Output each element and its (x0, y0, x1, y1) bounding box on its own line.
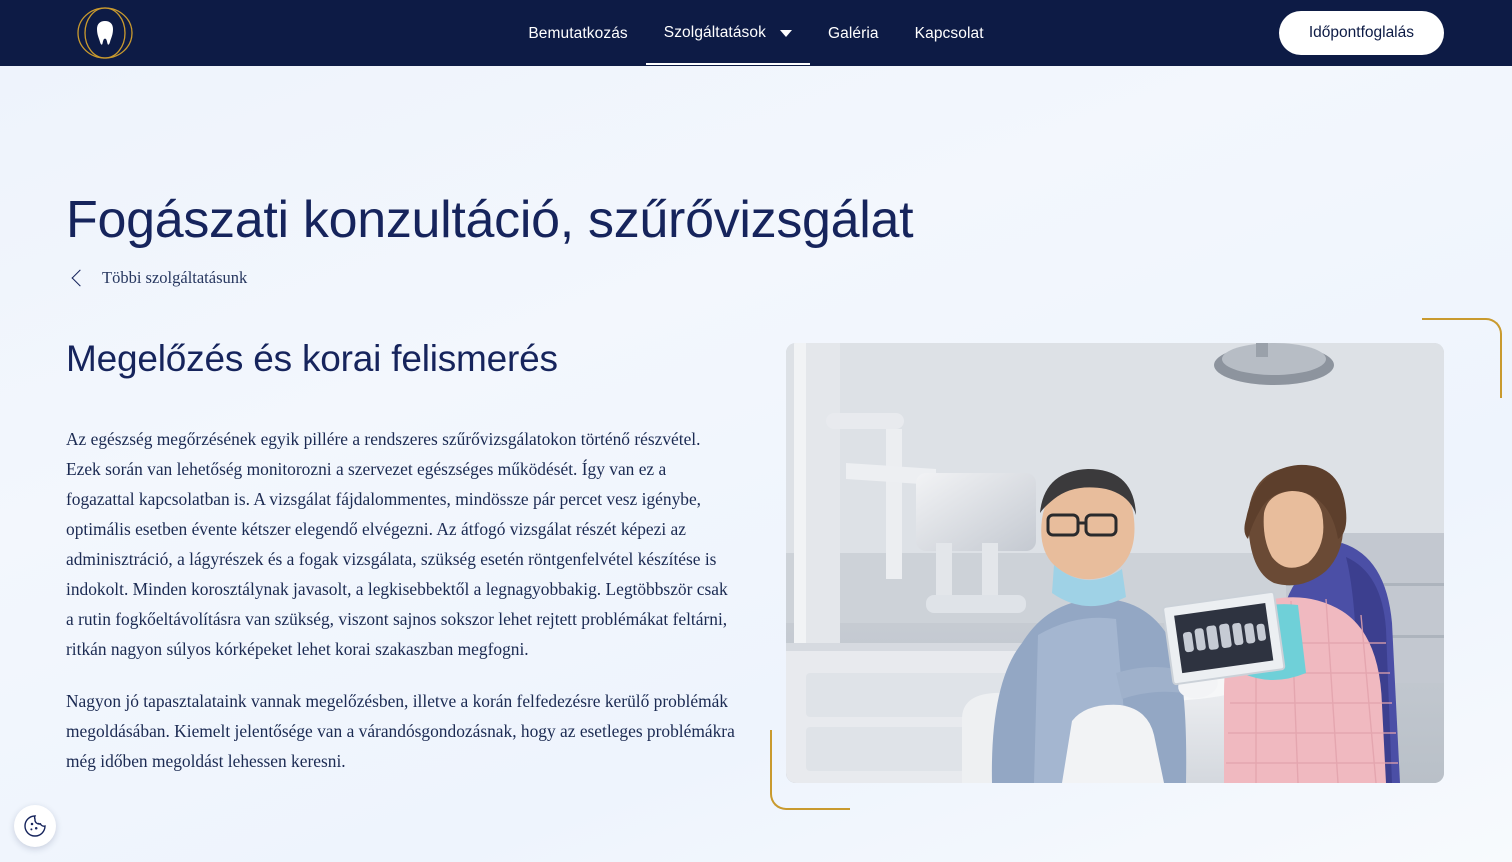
chevron-down-icon (780, 30, 792, 37)
cookie-settings-button[interactable] (14, 805, 56, 847)
nav-item-galeria[interactable] (810, 3, 897, 64)
page-content (0, 66, 1512, 862)
nav-item-label: Bemutatkozás (528, 24, 628, 42)
article-photo (786, 343, 1444, 783)
nav-item-kapcsolat[interactable] (897, 3, 1002, 64)
nav-item-szolgaltatasok[interactable] (646, 2, 810, 65)
nav-item-label: Szolgáltatások (663, 23, 766, 41)
page-title: Fogászati konzultáció, szűrővizsgálat (66, 191, 914, 249)
section-title: Megelőzés és korai felismerés (66, 338, 558, 379)
nav-item-label: Galéria (827, 24, 879, 42)
site-header (0, 0, 1512, 66)
appointment-booking-button[interactable]: Időpontfoglalás (1279, 11, 1444, 55)
nav-item-label: Kapcsolat (914, 24, 984, 42)
back-to-services-link[interactable] (68, 268, 247, 288)
paragraph-2: Nagyon jó tapasztalataink vannak megelőzésben, illetve a korán felfedezésre kerülő problémák megoldásában. Kiemelt jelentősége van a várandósgondozásnak, hogy az esetleges problémákra még időben megoldást lehessen keresni. (66, 691, 735, 771)
article-body (66, 424, 736, 776)
nav-item-bemutatkozas[interactable] (510, 3, 645, 64)
cookie-icon (23, 814, 47, 838)
back-link-label: Többi szolgáltatásunk (102, 268, 248, 287)
article-media (786, 343, 1444, 783)
dentist-and-patient-photo-illustration (786, 343, 1444, 783)
paragraph-1: Az egészség megőrzésének egyik pillére a rendszeres szűrővizsgálatokon történő részvétel. Ezek során van lehetőség monitorozni a szervezet egészséges működését. Így van ez a fogazattal kapcsolatban is. A vizsgálat fájdalommentes, mindössze pár percet vesz igénybe, optimális esetben évente kétszer elegendő elvégezni. Az átfogó vizsgálat részét képezi az adminisztráció, a lágyrészek és a fogak vizsgálata, szükség esetén röntgenfelvétel készítése is indokolt. Minden korosztálynak javasolt, a legkisebbektől a legnagyobbakig. Legtöbbször csak a rutin fogkőeltávolításra van szükség, viszont sajnos sokszor lehet rejtett problémákat feltárni, ritkán nagyon súlyos kórképeket lehet korai szakaszban megfogni. (66, 429, 728, 659)
chevron-left-icon (72, 270, 89, 287)
